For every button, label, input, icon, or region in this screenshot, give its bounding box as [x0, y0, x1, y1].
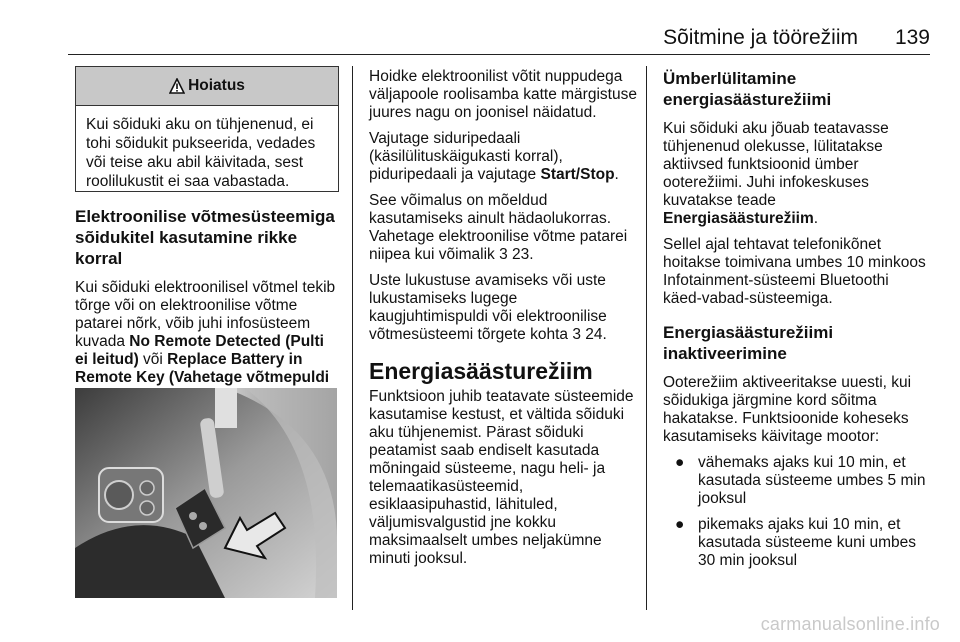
- section-heading-deactivation: Energiasäästurežiimi inaktiveerimine: [663, 323, 834, 363]
- text-run: See võimalus on mõeldud kasutamiseks ainult hädaolukorras. Vahetage elektroonilise võtme patarei niipea kui võimalik: [369, 192, 628, 263]
- paragraph-hold-key: Hoidke elektroonilist võtit nuppudega väljapoole roolisamba katte märgistuse juures nagu on joonisel näidatud.: [369, 68, 637, 121]
- column-divider-2: [646, 66, 647, 610]
- chapter-title: Sõitmine ja töörežiim: [663, 26, 858, 49]
- paragraph-switch: [663, 120, 931, 228]
- list-item-text: pikemaks ajaks kui 10 min, et kasutada süsteeme kuni umbes 30 min jooksul: [698, 516, 916, 569]
- paragraph-deactivation: Ooterežiim aktiveeritakse uuesti, kui sõidukiga järgmine kord sõitma hakatakse. Funktsioonide koheseks kasutamiseks käivitage mootor:: [663, 374, 912, 445]
- list-item: [663, 454, 931, 508]
- bullet-list: [663, 454, 931, 570]
- page-reference: 24.: [580, 326, 607, 343]
- paragraph-emergency-use: [369, 192, 637, 264]
- text-run: .: [813, 210, 819, 227]
- warning-box: [75, 66, 339, 192]
- page-reference-icon: 3: [572, 326, 581, 343]
- column-2: [369, 68, 637, 576]
- text-run: Uste lukustuse avamiseks või uste lukustamiseks lugege kaugjuhtimispuldi või elektroonilise võtmesüsteemi tõrgete kohta: [369, 272, 607, 343]
- warning-heading: Hoiatus: [188, 77, 245, 94]
- energy-saving-message: Energiasäästurežiim: [663, 210, 814, 227]
- text-run: või: [138, 351, 168, 368]
- message-no-remote: No Remote Detected (Pulti ei leitud): [75, 333, 324, 368]
- section-heading-electronic-key: Elektroonilise võtmesüsteemiga sõidukitel kasutamine rikke korral: [75, 207, 335, 268]
- warning-header: [76, 67, 338, 106]
- section-heading-energy-saving: Energiasäästurežiim: [369, 358, 593, 384]
- list-item: [663, 516, 931, 570]
- text-run: Kui sõiduki elektroonilisel võtmel tekib tõrge või on elektroonilise võtme patarei nõrk, võib juhi infosüsteem kuvada: [75, 279, 336, 350]
- list-item-text: vähemaks ajaks kui 10 min, et kasutada süsteeme umbes 5 min jooksul: [698, 454, 926, 507]
- page-reference-icon: 3: [499, 246, 508, 263]
- page-number: 139: [894, 26, 930, 49]
- column-3: [663, 68, 931, 578]
- message-replace-battery: Replace Battery in Remote Key (Vahetage võtmepuldi: [75, 351, 330, 386]
- text-run: .: [614, 166, 619, 183]
- page-reference: 23.: [507, 246, 534, 263]
- bullet-icon: ●: [675, 454, 685, 471]
- paragraph-key-failure: [75, 279, 340, 405]
- column-1: [75, 206, 340, 413]
- start-stop-label: Start/Stop: [540, 166, 615, 183]
- paragraph-energy-saving: Funktsioon juhib teatavate süsteemide kasutamise kestust, et vältida sõiduki aku tühjenemist. Pärast sõiduki peatamist saab endiselt kasutada mõningaid süsteeme, nagu heli- ja telemaatikasüsteemid, esiklaasipuhastid, lähituled, väljumisvalgustid jne kokku maksimaalselt umbes neljakümne minuti jooksul.: [369, 388, 634, 567]
- warning-triangle-icon: [169, 78, 185, 94]
- paragraph-door-locks: [369, 272, 637, 344]
- header-rule: [68, 54, 930, 55]
- text-run: Vajutage siduripedaali (käsilülituskäigukasti korral), piduripedaali ja vajutage: [369, 130, 563, 183]
- watermark: carmanualsonline.info: [760, 614, 940, 634]
- bullet-icon: ●: [675, 516, 685, 533]
- paragraph-phone-call: Sellel ajal tehtavat telefonikõnet hoitakse toimivana umbes 10 minkoos Infotainment-süsteemi Bluetoothi käed-vabad-süsteemiga.: [663, 236, 926, 307]
- steering-column-photo: [75, 388, 337, 598]
- warning-text: Kui sõiduki aku on tühjenenud, ei tohi sõidukit pukseerida, vedades või teise aku abil käivitada, sest roolilukustit ei saa vabastada.: [86, 116, 316, 190]
- section-heading-switch-to-saving: Ümberlülitamine energiasäästurežiimi: [663, 69, 832, 109]
- text-run: Kui sõiduki aku jõuab teatavasse tühjenenud olekusse, lülitatakse aktiivsed funktsioonid ümber ooterežiimi. Juhi infokeskuses kuvatakse teade: [663, 120, 889, 209]
- column-divider-1: [352, 66, 353, 610]
- paragraph-press-start: [369, 130, 637, 184]
- key-placement-illustration: [75, 388, 337, 598]
